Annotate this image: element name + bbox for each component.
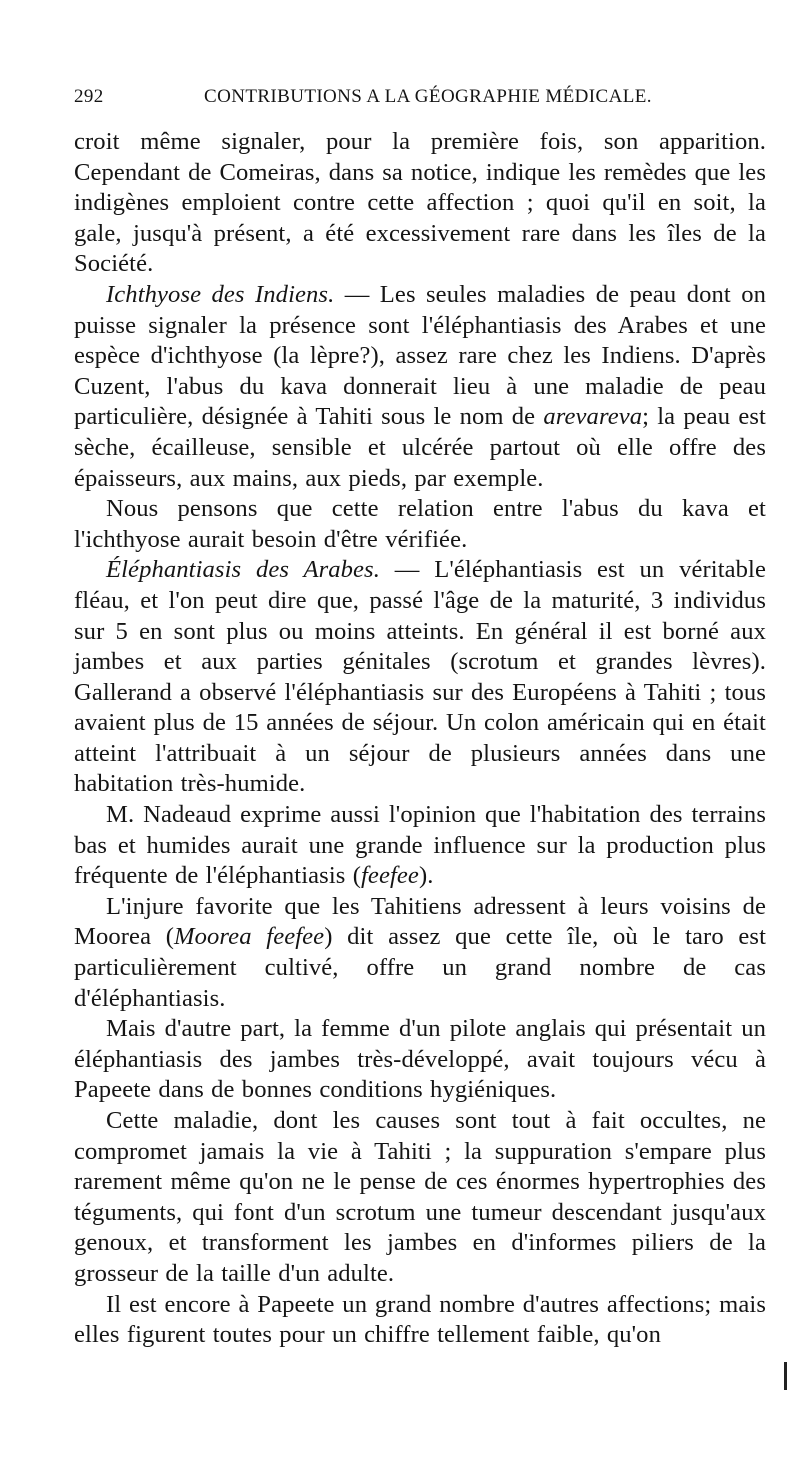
paragraph-elephantiasis: [74, 555, 766, 800]
page-number: 292: [74, 86, 104, 107]
section-title-ichthyose: Ichthyose des Indiens.: [106, 280, 335, 308]
paragraph: Cette maladie, dont les causes sont tout à fait occultes, ne compromet jamais la vie à Tahiti ; la suppuration s'empare plus rarement même qu'on ne le pense de ces énormes hypertrophies des téguments, qui font d'un scrotum une tumeur descendant jusqu'aux genoux, et transforment les jambes en d'informes piliers de la grosseur de la taille d'un adulte.: [74, 1107, 766, 1287]
term-moorea-feefee: Moorea feefee: [174, 923, 325, 951]
paragraph: Il est encore à Papeete un grand nombre d'autres affections; mais elles figurent toutes pour un chiffre tellement faible, qu'on: [74, 1290, 766, 1349]
paragraph-text: M. Nadeaud exprime aussi l'opinion que l'habitation des terrains bas et humides aurait une grande influence sur la production plus fréquente de l'éléphantiasis (: [74, 801, 766, 890]
paragraph: [74, 800, 766, 892]
paragraph-text: ) dit assez que cette île, où le taro est particulièrement cultivé, offre un grand nombre de cas d'éléphantiasis.: [74, 923, 767, 1012]
paragraph: Mais d'autre part, la femme d'un pilote anglais qui présentait un éléphantiasis des jambes très-développé, avait toujours vécu à Papeete dans de bonnes conditions hygiéniques.: [74, 1015, 766, 1104]
body-text: [74, 127, 766, 1351]
paragraph-text: — L'éléphantiasis est un véritable fléau, et l'on peut dire que, passé l'âge de la maturité, 3 individus sur 5 en sont plus ou moins atteints. En général il est borné aux jambes et aux parties génitales (scrotum et grandes lèvres). Gallerand a observé l'éléphantiasis sur des Européens à Tahiti ; tous avaient plus de 15 années de séjour. Un colon américain qui en était atteint l'attribuait à un séjour de plusieurs années dans une habitation très-humide.: [74, 556, 766, 798]
paragraph: [74, 892, 766, 1014]
paragraph-text: — Les seules maladies de peau dont on puisse signaler la présence sont l'éléphantiasis des Arabes et une espèce d'ichthyose (la lèpre?), assez rare chez les Indiens. D'après Cuzent, l'abus du kava donnerait lieu à une maladie de peau particulière, désignée à Tahiti sous le nom de: [74, 280, 767, 431]
page-header: [74, 86, 770, 116]
running-title: CONTRIBUTIONS A LA GÉOGRAPHIE MÉDICALE.: [204, 86, 652, 107]
paragraph-ichthyose: [74, 280, 766, 494]
scan-edge-mark: [784, 1362, 787, 1390]
paragraph: croit même signaler, pour la première fois, son apparition. Cependant de Comeiras, dans sa notice, indique les remèdes que les indigènes emploient contre cette affection ; quoi qu'il en soit, la gale, jusqu'à présent, a été excessivement rare dans les îles de la Société.: [74, 128, 766, 278]
term-arevareva: arevareva: [543, 403, 643, 431]
paragraph-text: ).: [418, 862, 434, 890]
term-feefee: feefee: [361, 862, 419, 890]
paragraph-text: L'injure favorite que les Tahitiens adressent à leurs voisins de Moorea (: [74, 892, 766, 951]
paragraph-text: ; la peau est sèche, écailleuse, sensible et ulcérée partout où elle offre des épaisseurs, aux mains, aux pieds, par exemple.: [74, 403, 766, 492]
section-title-elephantiasis: Éléphantiasis des Arabes.: [106, 556, 380, 584]
paragraph: Nous pensons que cette relation entre l'abus du kava et l'ichthyose aurait besoin d'être vérifiée.: [74, 495, 766, 553]
